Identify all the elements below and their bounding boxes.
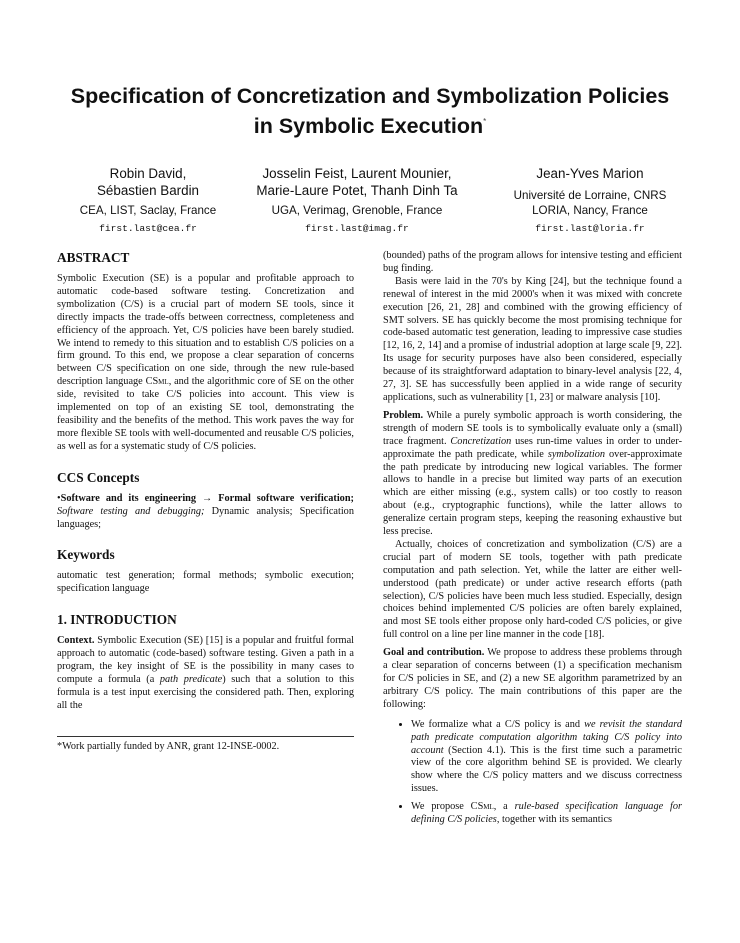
problem-em-concretization: Concretization: [450, 435, 512, 447]
abstract-text: [57, 273, 354, 454]
author-1-names: [58, 165, 238, 199]
contribution-2-text-a: We propose C: [411, 801, 478, 813]
author-block-1: [58, 165, 238, 234]
problem-paragraph: [383, 410, 682, 539]
ccs-text: [57, 493, 354, 532]
ccs-heading: CCS Concepts: [57, 469, 140, 485]
problem-em-symbolization: symbolization: [547, 448, 606, 460]
context-label: Context.: [57, 635, 95, 647]
contribution-2-text-c: , together with its semantics: [496, 814, 613, 826]
left-column: [57, 250, 354, 713]
footnote-text: *Work partially funded by ANR, grant 12-INSE-0002.: [57, 741, 280, 752]
abstract-csml-name: Sml: [152, 376, 169, 388]
right-paragraph-2: Basis were laid in the 70's by King [24], but the technique found a renewal of interest in the mid 2000's when it was mixed with concrete execution [26, 21, 28] and combined with the growing efficiency of SMT solvers. SE has quickly become the most promising technique for code-based automatic test generation, leading to impressive case studies [12, 16, 2, 14] and a promise of industrial adoption at large scale [9, 22]. Its usage for security purposes have also been considered, especially because of its straightforward adaptation to binary-level analysis [22, 4, 27, 3]. SE has successfully been applied in a wide range of security applications, such as vulnerability [1, 23] or malware analysis [10].: [383, 275, 682, 403]
author-2-email: first.last@imag.fr: [305, 223, 409, 234]
abstract-text-b: , and the algorithmic core of SE on the other side, revisited to take C/S policies into account. This view is implemented on top of an existing SE tool, demonstrating the feasibility and the benefits of the method. This work paves the way for more flexible SE tools with well-documented and reusable C/S policies, as well as for a systematic study of C/S policies.: [57, 376, 354, 452]
context-em: path predicate: [159, 673, 223, 685]
paper-title: [40, 84, 700, 139]
right-paragraph-4: Actually, choices of concretization and symbolization (C/S) are a crucial part of modern SE tools, together with path predicate computation and path selection. Yet, while the latter are either well-understood (path predicate) or under active research efforts (path selection), C/S policies have been much less studied. Especially, design choices behind implemented C/S policies are often barely explained, and most SE tools either propose only hard-coded C/S policies, or give full control on a line per line manner in the code [18].: [383, 538, 682, 641]
contribution-item-2: [411, 801, 682, 827]
abstract-text-a: Symbolic Execution (SE) is a popular and profitable approach to automatic code-based software testing. Concretization and symbolization (C/S) is a crucial part of modern SE tools, since it directly impacts the trade-offs between correctness, completeness and efficiency of the approach. Yet, C/S policies have been barely studied. We intend to remedy to this situation and to establish C/S policies on a firm ground. To this end, we propose a clear separation of concerns between C/S specification on one side, through the new rule-based description language C: [57, 273, 354, 388]
author-block-2: [232, 165, 482, 234]
author-1-email: first.last@cea.fr: [99, 223, 197, 234]
author-2-names: [232, 165, 482, 199]
problem-text-a: While a purely symbolic approach is worth considering, the strength of modern SE tools is to symbolically evaluate only a (small) trace fragment.: [383, 409, 682, 447]
author-2-line-1: Josselin Feist, Laurent Mounier,: [262, 166, 452, 181]
problem-text-c: over-approximate the path predicate by introducing new logical variables. The former allows to handle in a precise but limited way parts of an execution which are either missing (e.g., system calls) or too costly to reason about (e.g., cryptographic functions), while the latter allows to generalize certain program steps, keeping the reasoning exhaustive but less precise.: [383, 448, 683, 538]
contributions-list: [383, 719, 682, 827]
title-line-1: Specification of Concretization and Symbolization Policies: [70, 84, 670, 108]
author-3-affiliation: [490, 188, 690, 218]
ccs-italic: Software testing and debugging;: [57, 505, 205, 517]
title-footnote-marker: *: [483, 117, 487, 126]
ccs-rest: Dynamic analysis; Specification languages;: [57, 505, 354, 530]
author-3-affiliation-1: Université de Lorraine, CNRS: [513, 189, 667, 202]
goal-label: Goal and contribution.: [383, 647, 485, 659]
ccs-bold: Software and its engineering → Formal software verification;: [60, 492, 354, 504]
contribution-2-em: rule-based specification language for defining C/S policies: [411, 801, 683, 826]
author-2-line-2: Marie-Laure Potet, Thanh Dinh Ta: [256, 183, 458, 198]
title-line-2: [40, 109, 700, 139]
contribution-2-csml-name: Sml: [477, 801, 494, 813]
contribution-2-text-b: , a: [493, 801, 508, 813]
ccs-bullet: •: [57, 492, 61, 504]
author-block-3: [490, 165, 690, 234]
contribution-item-1: [411, 719, 682, 796]
author-3-names: [490, 165, 690, 182]
author-3-line-1: Jean-Yves Marion: [536, 166, 644, 181]
contribution-1-em: we revisit the standard path predicate computation algorithm taking C/S policy into account: [411, 718, 682, 756]
goal-text: We propose to address these problems through a clear separation of concerns between (1) a specification mechanism for C/S policies in SE, and (2) a new SE algorithm parametrized by an arbitrary C/S policy. The main contributions of this paper are the following:: [383, 647, 683, 710]
context-text-a: Symbolic Execution (SE) [15] is a popular and fruitful formal approach to automatic (code-based) software testing. Given a path in a program, the key insight of SE is the possibility in many cases to compute a formula (a: [57, 635, 354, 685]
author-1-line-1: Robin David,: [109, 166, 187, 181]
author-3-email: first.last@loria.fr: [535, 223, 645, 234]
author-3-affiliation-2: LORIA, Nancy, France: [532, 204, 648, 217]
contribution-1-text-a: We formalize what a C/S policy is and: [411, 718, 581, 730]
context-text-b: ) such that a solution to this formula is a test input exercising the considered path. Then, exploring all the: [57, 673, 354, 711]
right-column: [383, 250, 682, 832]
context-paragraph: [57, 635, 354, 712]
right-paragraph-1: (bounded) paths of the program allows for intensive testing and efficient bug finding.: [383, 250, 682, 274]
keywords-text: automatic test generation; formal methods; symbolic execution; specification language: [57, 570, 354, 595]
introduction-heading: 1. INTRODUCTION: [57, 612, 177, 628]
author-2-affiliation: UGA, Verimag, Grenoble, France: [271, 204, 443, 217]
contribution-1-text-b: (Section 4.1). This is the first time such a parametric view of the core algorithm behind SE is provided. We clearly show where the C/S policy matters and we discuss correctness issues.: [411, 744, 682, 795]
abstract-heading: ABSTRACT: [57, 250, 130, 265]
problem-text-b: uses run-time values in order to under-approximate the path predicate, while: [383, 435, 682, 460]
author-1-affiliation: CEA, LIST, Saclay, France: [79, 204, 217, 217]
problem-label: Problem.: [383, 409, 424, 421]
author-1-line-2: Sébastien Bardin: [97, 183, 199, 198]
footnote: [57, 736, 354, 752]
goal-paragraph: [383, 647, 682, 712]
title-line-2-text: in Symbolic Execution: [253, 114, 484, 138]
keywords-heading: Keywords: [57, 547, 115, 563]
